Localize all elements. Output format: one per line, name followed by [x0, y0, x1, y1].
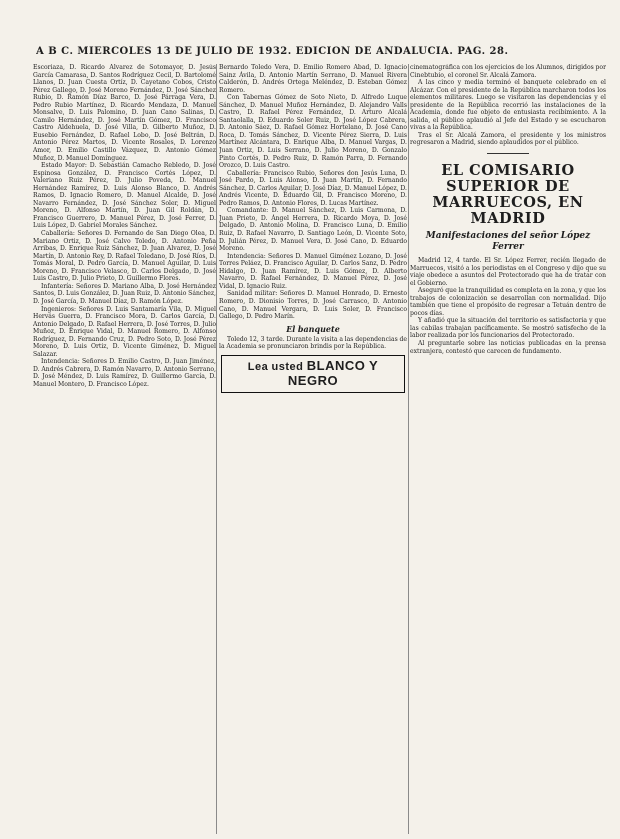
paragraph: Caballería: Francisco Rubio, Señores don Jesús Luna, D. José Pardo, D. Luis Alonso, D. Juan Martín, D. Fernando Sánchez, D. Carlos Aguilar, D. José Díaz, D. Manuel López, D. Andrés Vicente, D. Eduardo Gil, D. Francisco Moreno, D. Pedro Ramos, D. Antonio Flores, D. Lucas Martínez.: [219, 169, 407, 207]
paragraph: Caballería: Señores D. Fernando de San Diego Olea, D. Mariano Ortiz, D. José Calvo Toledo, D. Antonio Peña Arribas, D. Enrique Ruiz Sánchez, D. Juan Alvarez, D. José Martín, D. Antonio Rey, D. Rafael Toledano, D. José Ríos, D. Tomás Moral, D. Pedro García, D. Manuel Aguilar, D. Luis Moreno, D. Francisco Velasco, D. Carlos Delgado, D. José Luis Castro, D. Julio Prieto, D. Guillermo Flores.: [33, 230, 216, 283]
column-rule: [408, 64, 409, 834]
column-2: [219, 64, 407, 834]
paragraph: Madrid 12, 4 tarde. El Sr. López Ferrer, recién llegado de Marruecos, visitó a los periodistas en el Congreso y dijo que su viaje obedece a asuntos del Protectorado que ha de tratar con el Gobierno.: [410, 257, 606, 287]
paragraph: Tras el Sr. Alcalá Zamora, el presidente y los ministros regresaron a Madrid, siendo aplaudidos por el público.: [410, 131, 606, 147]
article-headline: EL COMISARIO SUPERIOR DE MARRUECOS, EN MADRID: [432, 162, 584, 228]
column-rule: [216, 64, 217, 834]
section-heading: El banquete: [286, 323, 340, 334]
paragraph: Escoriaza, D. Ricardo Alvarez de Sotomayor, D. Jesús García Camarasa, D. Santos Rodríguez Cecil, D. Bartolomé Llanos, D. Juan Cuesta Ortíz, D. Cayetano Cobos, Cristo Pérez Gallego, D. José Moreno Fernández, D. José Sánchez Rubio, D. Ramón Díaz Barco, D. José Párraga Vera, D. Pedro Rubio Martínez, D. Ricardo Mendaza, D. Manuel Monsalve, D. Luis Palomino, D. Juan Cano Salinas, D. Camilo Hernández, D. José Martín Gómez, D. Francisco Castro Aldehuela, D. José Villa, D. Gilberto Muñoz, D. Eusebio Fernández, D. Rafael Lobo, D. José Beltrán, D. Antonio Pérez Martos, D. Vicente Rosales, D. Lorenzo Amor, D. Emilio Castillo Vázquez, D. Antonio Gómez Muñoz, D. Manuel Domínguez.: [33, 64, 216, 162]
ad-title: BLANCO Y NEGRO: [287, 357, 379, 388]
paragraph: Y añadió que la situación del territorio es satisfactoria y que las cabilas trabajan pacíficamente. Se mostró satisfecho de la labor realizada por los funcionarios del Protectorado.: [410, 317, 606, 340]
advertisement: [221, 355, 405, 393]
page-header: A B C. MIERCOLES 13 DE JULIO DE 1932. EDICION DE ANDALUCIA. PAG. 28.: [36, 46, 509, 57]
paragraph: Aseguró que la tranquilidad es completa en la zona, y que los trabajos de colonización se desarrollan con normalidad. Dijo también que tiene el propósito de regresar a Tetuán dentro de pocos días.: [410, 287, 606, 317]
paragraph: Con Tabernas Gómez de Soto Nieto, D. Alfredo Luque Sánchez, D. Manuel Muñoz Hernández, D. Alejandro Valls Castro, D. Rafael Pérez Fernández, D. Arturo Alcalá Santaolalla, D. Eduardo Soler Ruiz, D. José López Cabrera, D. Antonio Sáez, D. Rafael Gómez Hortelano, D. José Cano Roca, D. Tomás Sánchez, D. Vicente Pérez Sierra, D. Luis Martínez Alcántara, D. Enrique Alba, D. Manuel Vargas, D. Juan Ortiz, D. Luis Serrano, D. Julio Moreno, D. Gonzalo Pinto Cortés, D. Pedro Ruiz, D. Ramón Parra, D. Fernando Orozco, D. Luis Castro.: [219, 94, 407, 170]
article-subheadline: Manifestaciones del señor López Ferrer: [425, 231, 591, 253]
paragraph: Toledo 12, 3 tarde. Durante la visita a las dependencias de la Academia se pronunciaron brindis por la República.: [219, 335, 407, 351]
paragraph: Comandante: D. Manuel Sánchez, D. Luis Carmona, D. Juan Prieto, D. Ángel Herrera, D. Ricardo Moya, D. José Delgado, D. Antonio Molina, D. Francisco Luna, D. Emilio Ruiz, D. Rafael Navarro, D. Santiago León, D. Vicente Soto, D. Julián Pérez, D. Manuel Vera, D. José Cano, D. Eduardo Moreno.: [219, 207, 407, 253]
paragraph: Estado Mayor: D. Sebastián Camacho Rebledo, D. José Espinosa González, D. Francisco Cortés López, D. Valeriano Ruiz Pérez, D. Julio Poveda, D. Manuel Hernández Ramírez, D. Luis Alonso Blanco, D. Andrés Ramos, D. Ignacio Romero, D. Manuel Alcalde, D. José Navarro Fernández, D. José Sánchez Soler, D. Miguel Moreno, D. Alfonso Martín, D. Juan Gil Roldán, D. Francisco Guerrero, D. Manuel Pérez, D. José Ferrer, D. Luis López, D. Gabriel Morales Sánchez.: [33, 162, 216, 230]
paragraph: Intendencia: Señores D. Manuel Giménez Lozano, D. José Torres Peláez, D. Francisco Aguilar, D. Carlos Sanz, D. Pedro Hidalgo, D. Juan Ramírez, D. Luis Gómez, D. Alberto Navarro, D. Rafael Fernández, D. Manuel Pérez, D. José Vidal, D. Ignacio Ruiz.: [219, 252, 407, 290]
column-3: [410, 64, 606, 834]
paragraph: Ingenieros: Señores D. Luis Santamaría Vila, D. Miguel Hervás Guerra, D. Francisco Mora, D. Carlos García, D. Antonio Delgado, D. Rafael Herrera, D. José Torres, D. Julio Muñoz, D. Enrique Vidal, D. Manuel Romero, D. Alfonso Rodríguez, D. Fernando Cruz, D. Pedro Soto, D. José Pérez Moreno, D. Luis Ortiz, D. Vicente Giménez, D. Miguel Salazar.: [33, 305, 216, 358]
ad-text: Lea usted: [247, 360, 304, 373]
column-1: [33, 64, 216, 834]
paragraph: Intendencia: Señores D. Emilio Castro, D. Juan Jiménez, D. Andrés Cabrera, D. Ramón Navarro, D. Antonio Serrano, D. José Méndez, D. Luis Ramírez, D. Guillermo García, D. Manuel Montero, D. Francisco López.: [33, 358, 216, 388]
paragraph: Sanidad militar: Señores D. Manuel Honrado, D. Ernesto Romero, D. Dionisio Torres, D. José Carrasco, D. Antonio Cano, D. Manuel Vergara, D. Luis Soler, D. Francisco Gallego, D. Pedro Marín.: [219, 290, 407, 321]
paragraph: A las cinco y media terminó el banquete celebrado en el Alcázar. Con el presidente de la República marcharon todos los elementos militares. Luego se visitaron las dependencias y el presidente de la República recorrió las instalaciones de la Academia, donde fue objeto de entusiasta recibimiento. A la salida, el público aplaudió al Jefe del Estado y se escucharon vivas a la República.: [410, 79, 606, 132]
paragraph: Bernardo Toledo Vera, D. Emilio Romero Abad, D. Ignacio Sainz Ávila, D. Antonio Martín Serrano, D. Manuel Rivera Calderón, D. Andrés Ortega Meléndez, D. Esteban Gómez Romero.: [219, 64, 407, 94]
separator: [410, 150, 606, 155]
paragraph: Infantería: Señores D. Mariano Alba, D. José Hernández Santos, D. Luis González, D. Juan Ruiz, D. Antonio Sánchez, D. José García, D. Manuel Díaz, D. Ramón López.: [33, 282, 216, 305]
paragraph: Al preguntarle sobre las noticias publicadas en la prensa extranjera, contestó que carecen de fundamento.: [410, 340, 606, 355]
paragraph: cinematográfica con los ejercicios de los Alumnos, dirigidos por Cinebtubio, el coronel Sr. Alcalá Zamora.: [410, 64, 606, 79]
